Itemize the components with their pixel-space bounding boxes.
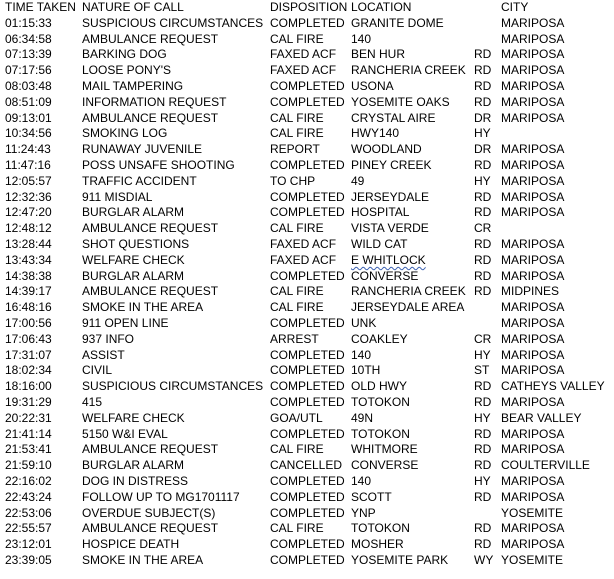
- cell-street-suffix: HY: [474, 473, 491, 488]
- cell-nature: 911 MISDIAL: [82, 189, 153, 204]
- cell-time: 11:24:43: [5, 142, 51, 157]
- cell-time: 12:05:57: [5, 173, 52, 188]
- table-row: [0, 379, 614, 395]
- cell-street-suffix: RD: [474, 189, 492, 204]
- cell-location: OLD HWY: [351, 379, 408, 394]
- cell-disposition: COMPLETED: [270, 78, 345, 93]
- cell-street-suffix: WY: [474, 552, 494, 567]
- cell-street-suffix: ST: [474, 363, 490, 378]
- cell-location: PINEY CREEK: [351, 157, 432, 172]
- cell-city: MARIPOSA: [501, 142, 565, 157]
- cell-street-suffix: RD: [474, 94, 492, 109]
- cell-street-suffix: HY: [474, 410, 491, 425]
- cell-street-suffix: RD: [474, 489, 492, 504]
- table-row: [0, 506, 614, 522]
- table-row: [0, 411, 614, 427]
- header-city: CITY: [501, 0, 529, 14]
- cell-nature: 937 INFO: [82, 331, 135, 346]
- cell-city: BEAR VALLEY: [501, 410, 582, 425]
- table-row: [0, 47, 614, 63]
- cell-nature: AMBULANCE REQUEST: [82, 284, 219, 299]
- table-row: [0, 332, 614, 348]
- cell-disposition: COMPLETED: [270, 315, 345, 330]
- cell-city: MARIPOSA: [501, 78, 565, 93]
- cell-nature: SMOKE IN THE AREA: [82, 300, 204, 315]
- cell-location: 10TH: [351, 363, 381, 378]
- cell-nature: SMOKE IN THE AREA: [82, 552, 204, 567]
- cell-street-suffix: HY: [474, 347, 491, 362]
- cell-street-suffix: DR: [474, 142, 492, 157]
- cell-location: WOODLAND: [351, 142, 422, 157]
- cell-location: CRYSTAL AIRE: [351, 110, 436, 125]
- cell-location: HWY140: [351, 126, 400, 141]
- cell-time: 14:38:38: [5, 268, 52, 283]
- cell-location: GRANITE DOME: [351, 15, 444, 30]
- cell-time: 17:00:56: [5, 315, 52, 330]
- cell-city: MARIPOSA: [501, 300, 565, 315]
- cell-city: YOSEMITE: [501, 505, 564, 520]
- cell-time: 09:13:01: [5, 110, 52, 125]
- cell-disposition: CAL FIRE: [270, 284, 324, 299]
- cell-city: COULTERVILLE: [501, 458, 590, 473]
- cell-street-suffix: RD: [474, 379, 492, 394]
- header-disposition: DISPOSITION: [270, 0, 348, 14]
- cell-location: UNK: [351, 315, 377, 330]
- table-row: [0, 537, 614, 553]
- cell-street-suffix: RD: [474, 284, 492, 299]
- cell-nature: BURGLAR ALARM: [82, 458, 185, 473]
- cell-location: RANCHERIA CREEK: [351, 63, 466, 78]
- table-row: [0, 269, 614, 285]
- cell-disposition: COMPLETED: [270, 505, 345, 520]
- cell-disposition: CAL FIRE: [270, 521, 324, 536]
- cell-location: E WHITLOCK: [351, 252, 426, 267]
- table-row: [0, 16, 614, 32]
- cell-city: MARIPOSA: [501, 94, 565, 109]
- cell-time: 21:53:41: [5, 442, 52, 457]
- cell-time: 08:03:48: [5, 78, 52, 93]
- cell-city: MARIPOSA: [501, 252, 565, 267]
- cell-street-suffix: RD: [474, 236, 492, 251]
- cell-time: 16:48:16: [5, 300, 52, 315]
- cell-disposition: COMPLETED: [270, 394, 345, 409]
- cell-time: 23:12:01: [5, 537, 52, 552]
- cell-disposition: FAXED ACF: [270, 63, 337, 78]
- cell-time: 06:34:58: [5, 31, 52, 46]
- cell-location: TOTOKON: [351, 521, 410, 536]
- cell-nature: AMBULANCE REQUEST: [82, 110, 219, 125]
- cell-nature: SHOT QUESTIONS: [82, 236, 190, 251]
- cell-street-suffix: RD: [474, 47, 492, 62]
- cell-disposition: CAL FIRE: [270, 221, 324, 236]
- cell-disposition: TO CHP: [270, 173, 316, 188]
- table-row: [0, 111, 614, 127]
- cell-street-suffix: RD: [474, 426, 492, 441]
- cell-city: MARIPOSA: [501, 331, 565, 346]
- cell-nature: AMBULANCE REQUEST: [82, 221, 219, 236]
- cell-nature: HOSPICE DEATH: [82, 537, 180, 552]
- cell-street-suffix: HY: [474, 173, 491, 188]
- cell-time: 07:13:39: [5, 47, 52, 62]
- table-row: [0, 395, 614, 411]
- cell-time: 12:32:36: [5, 189, 52, 204]
- cell-city: MARIPOSA: [501, 173, 565, 188]
- cell-disposition: CAL FIRE: [270, 300, 324, 315]
- cell-location: COAKLEY: [351, 331, 408, 346]
- table-row: [0, 442, 614, 458]
- cell-time: 21:59:10: [5, 458, 52, 473]
- table-row: [0, 63, 614, 79]
- cell-nature: LOOSE PONY'S: [82, 63, 171, 78]
- cell-city: MARIPOSA: [501, 63, 565, 78]
- cell-city: MARIPOSA: [501, 315, 565, 330]
- cell-nature: TRAFFIC ACCIDENT: [82, 173, 197, 188]
- cell-city: MARIPOSA: [501, 31, 565, 46]
- table-row: [0, 284, 614, 300]
- cell-time: 12:47:20: [5, 205, 52, 220]
- cell-time: 01:15:33: [5, 15, 52, 30]
- cell-time: 20:22:31: [5, 410, 52, 425]
- table-row: [0, 158, 614, 174]
- cell-street-suffix: RD: [474, 252, 492, 267]
- cell-nature: AMBULANCE REQUEST: [82, 442, 219, 457]
- cell-nature: POSS UNSAFE SHOOTING: [82, 157, 235, 172]
- cell-location: USONA: [351, 78, 394, 93]
- cell-city: MARIPOSA: [501, 426, 565, 441]
- cell-street-suffix: CR: [474, 331, 492, 346]
- cell-time: 18:16:00: [5, 379, 52, 394]
- table-row: [0, 363, 614, 379]
- cell-location: WILD CAT: [351, 236, 408, 251]
- cell-time: 22:53:06: [5, 505, 52, 520]
- cell-city: MARIPOSA: [501, 347, 565, 362]
- table-row: [0, 205, 614, 221]
- cell-city: MARIPOSA: [501, 15, 565, 30]
- cell-location: 49N: [351, 410, 374, 425]
- cell-location: WHITMORE: [351, 442, 418, 457]
- cell-disposition: COMPLETED: [270, 426, 345, 441]
- cell-disposition: FAXED ACF: [270, 47, 337, 62]
- cell-location: 49: [351, 173, 365, 188]
- header-row: [0, 0, 614, 16]
- cell-nature: 415: [82, 394, 103, 409]
- header-location: LOCATION: [351, 0, 412, 14]
- cell-location: BEN HUR: [351, 47, 406, 62]
- cell-city: MARIPOSA: [501, 110, 565, 125]
- cell-nature: SUSPICIOUS CIRCUMSTANCES: [82, 379, 264, 394]
- cell-nature: SMOKING LOG: [82, 126, 168, 141]
- cell-location: YOSEMITE PARK: [351, 552, 449, 567]
- table-row: [0, 474, 614, 490]
- cell-nature: AMBULANCE REQUEST: [82, 521, 219, 536]
- cell-street-suffix: RD: [474, 537, 492, 552]
- cell-location: CONVERSE: [351, 268, 419, 283]
- cell-disposition: COMPLETED: [270, 15, 345, 30]
- cell-time: 22:55:57: [5, 521, 52, 536]
- cell-time: 13:43:34: [5, 252, 52, 267]
- cell-nature: RUNAWAY JUVENILE: [82, 142, 203, 157]
- table-row: [0, 427, 614, 443]
- cell-disposition: COMPLETED: [270, 489, 345, 504]
- cell-disposition: CAL FIRE: [270, 110, 324, 125]
- cell-street-suffix: HY: [474, 126, 491, 141]
- header-nature-of-call: NATURE OF CALL: [82, 0, 184, 14]
- cell-time: 19:31:29: [5, 394, 52, 409]
- cell-nature: MAIL TAMPERING: [82, 78, 184, 93]
- cell-nature: INFORMATION REQUEST: [82, 94, 227, 109]
- cell-location: TOTOKON: [351, 394, 410, 409]
- cell-city: MARIPOSA: [501, 268, 565, 283]
- cell-street-suffix: RD: [474, 268, 492, 283]
- cell-location: 140: [351, 473, 372, 488]
- cell-nature: BARKING DOG: [82, 47, 167, 62]
- cell-time: 22:43:24: [5, 489, 52, 504]
- cell-nature: BURGLAR ALARM: [82, 205, 185, 220]
- cell-city: MARIPOSA: [501, 394, 565, 409]
- cell-city: MARIPOSA: [501, 442, 565, 457]
- cell-nature: 911 OPEN LINE: [82, 315, 169, 330]
- cell-disposition: COMPLETED: [270, 347, 345, 362]
- cell-street-suffix: CR: [474, 221, 492, 236]
- cell-disposition: ARREST: [270, 331, 319, 346]
- table-row: [0, 348, 614, 364]
- cell-location: HOSPITAL: [351, 205, 410, 220]
- cell-disposition: FAXED ACF: [270, 236, 337, 251]
- cell-disposition: COMPLETED: [270, 94, 345, 109]
- cell-street-suffix: RD: [474, 78, 492, 93]
- table-row: [0, 300, 614, 316]
- cell-city: MARIPOSA: [501, 363, 565, 378]
- table-row: [0, 79, 614, 95]
- table-row: [0, 521, 614, 537]
- cell-nature: AMBULANCE REQUEST: [82, 31, 219, 46]
- cell-location: CONVERSE: [351, 458, 419, 473]
- cell-nature: FOLLOW UP TO MG1701117: [82, 489, 240, 504]
- cell-disposition: COMPLETED: [270, 537, 345, 552]
- cell-location: 140: [351, 347, 372, 362]
- table-row: [0, 316, 614, 332]
- cell-location: 140: [351, 31, 372, 46]
- log-rows: [0, 16, 614, 569]
- cell-city: CATHEYS VALLEY: [501, 379, 605, 394]
- cell-disposition: CANCELLED: [270, 458, 343, 473]
- cell-street-suffix: RD: [474, 157, 492, 172]
- cell-disposition: COMPLETED: [270, 363, 345, 378]
- cell-city: MARIPOSA: [501, 157, 565, 172]
- cell-location: VISTA VERDE: [351, 221, 429, 236]
- cell-disposition: CAL FIRE: [270, 442, 324, 457]
- cell-location: RANCHERIA CREEK: [351, 284, 466, 299]
- cell-city: MARIPOSA: [501, 47, 565, 62]
- cell-street-suffix: DR: [474, 110, 492, 125]
- cell-disposition: REPORT: [270, 142, 320, 157]
- cell-disposition: CAL FIRE: [270, 31, 324, 46]
- cell-city: MARIPOSA: [501, 521, 565, 536]
- cell-city: MARIPOSA: [501, 537, 565, 552]
- cell-street-suffix: RD: [474, 205, 492, 220]
- cell-disposition: COMPLETED: [270, 205, 345, 220]
- cell-disposition: COMPLETED: [270, 552, 345, 567]
- cell-time: 11:47:16: [5, 157, 51, 172]
- cell-location: YOSEMITE OAKS: [351, 94, 450, 109]
- table-row: [0, 221, 614, 237]
- cell-location: TOTOKON: [351, 426, 410, 441]
- cell-nature: DOG IN DISTRESS: [82, 473, 189, 488]
- table-row: [0, 126, 614, 142]
- cell-nature: BURGLAR ALARM: [82, 268, 185, 283]
- cell-time: 10:34:56: [5, 126, 52, 141]
- cell-location: JERSEYDALE: [351, 189, 430, 204]
- cell-time: 22:16:02: [5, 473, 52, 488]
- cell-street-suffix: RD: [474, 63, 492, 78]
- cell-location: JERSEYDALE AREA: [351, 300, 465, 315]
- cell-disposition: COMPLETED: [270, 473, 345, 488]
- cell-time: 08:51:09: [5, 94, 52, 109]
- table-row: [0, 32, 614, 48]
- cell-time: 17:31:07: [5, 347, 52, 362]
- cell-time: 23:39:05: [5, 552, 52, 567]
- cell-city: MARIPOSA: [501, 473, 565, 488]
- table-row: [0, 553, 614, 569]
- cell-city: YOSEMITE: [501, 552, 564, 567]
- cell-city: MARIPOSA: [501, 189, 565, 204]
- cell-nature: WELFARE CHECK: [82, 252, 185, 267]
- table-row: [0, 458, 614, 474]
- cell-disposition: COMPLETED: [270, 157, 345, 172]
- cell-nature: OVERDUE SUBJECT(S): [82, 505, 216, 520]
- table-row: [0, 253, 614, 269]
- cell-location: YNP: [351, 505, 376, 520]
- cell-nature: ASSIST: [82, 347, 125, 362]
- table-row: [0, 142, 614, 158]
- cell-location: MOSHER: [351, 537, 404, 552]
- cell-disposition: FAXED ACF: [270, 252, 337, 267]
- cell-time: 07:17:56: [5, 63, 52, 78]
- cell-street-suffix: RD: [474, 394, 492, 409]
- cell-location: SCOTT: [351, 489, 392, 504]
- cell-disposition: COMPLETED: [270, 189, 345, 204]
- table-row: [0, 490, 614, 506]
- table-row: [0, 174, 614, 190]
- cell-nature: SUSPICIOUS CIRCUMSTANCES: [82, 15, 264, 30]
- cell-disposition: CAL FIRE: [270, 126, 324, 141]
- cell-city: MARIPOSA: [501, 489, 565, 504]
- cell-time: 18:02:34: [5, 363, 52, 378]
- cell-city: MARIPOSA: [501, 236, 565, 251]
- table-row: [0, 95, 614, 111]
- cell-time: 12:48:12: [5, 221, 52, 236]
- cell-disposition: COMPLETED: [270, 379, 345, 394]
- cell-nature: WELFARE CHECK: [82, 410, 185, 425]
- cell-time: 17:06:43: [5, 331, 52, 346]
- cell-nature: CIVIL: [82, 363, 113, 378]
- cell-street-suffix: RD: [474, 521, 492, 536]
- cell-street-suffix: RD: [474, 458, 492, 473]
- cell-time: 13:28:44: [5, 236, 52, 251]
- cell-street-suffix: RD: [474, 442, 492, 457]
- cell-nature: 5150 W&I EVAL: [82, 426, 168, 441]
- cell-city: MARIPOSA: [501, 205, 565, 220]
- cell-time: 14:39:17: [5, 284, 52, 299]
- cell-disposition: GOA/UTL: [270, 410, 323, 425]
- header-time-taken: TIME TAKEN: [5, 0, 76, 14]
- table-row: [0, 237, 614, 253]
- cell-time: 21:41:14: [5, 426, 52, 441]
- cell-disposition: COMPLETED: [270, 268, 345, 283]
- table-row: [0, 190, 614, 206]
- cell-city: MIDPINES: [501, 284, 560, 299]
